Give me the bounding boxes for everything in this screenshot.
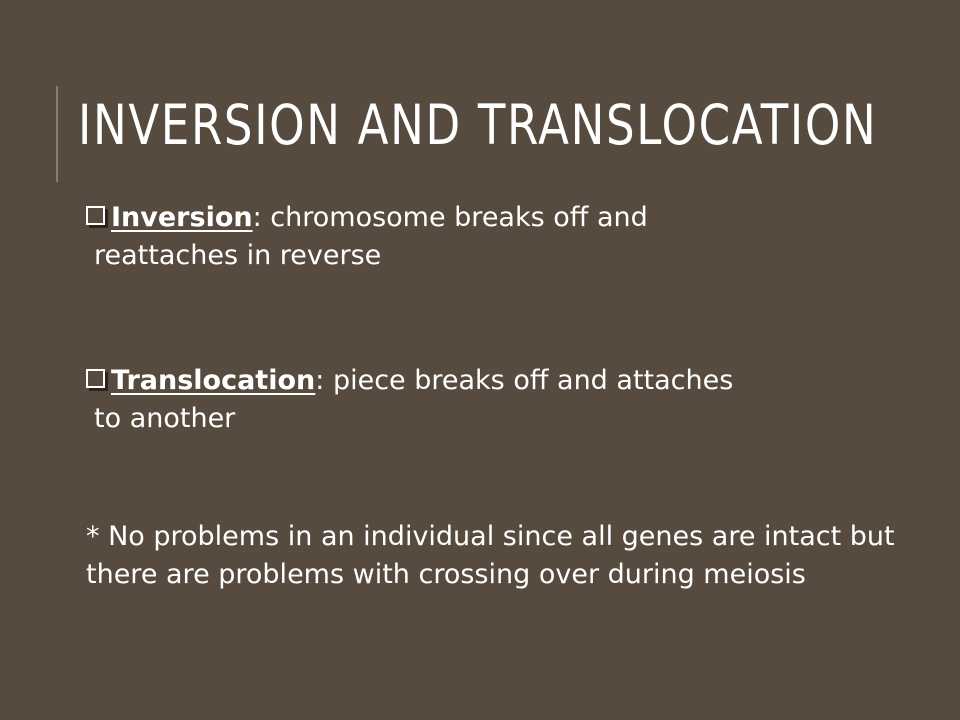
bullet-translocation [86, 362, 916, 438]
footnote: * No problems in an individual since all genes are intact but there are problems with crossing over during meiosis [86, 521, 895, 590]
checkbox-bullet-icon [86, 369, 105, 388]
slide-title: INVERSION AND TRANSLOCATION [78, 93, 878, 157]
title-accent-rule [56, 86, 58, 182]
checkbox-bullet-icon [86, 206, 105, 225]
bullet-text: piece breaks off and attaches [324, 365, 734, 396]
bullet-term: Translocation [111, 365, 316, 396]
bullet-separator: : [315, 365, 325, 396]
bullet-separator: : [252, 202, 262, 233]
bullet-text-continuation: reattaches in reverse [94, 240, 382, 271]
bullet-term: Inversion [111, 202, 253, 233]
bullet-inversion [86, 199, 916, 275]
bullet-text-continuation: to another [94, 403, 236, 434]
bullet-text: chromosome breaks off and [261, 202, 648, 233]
